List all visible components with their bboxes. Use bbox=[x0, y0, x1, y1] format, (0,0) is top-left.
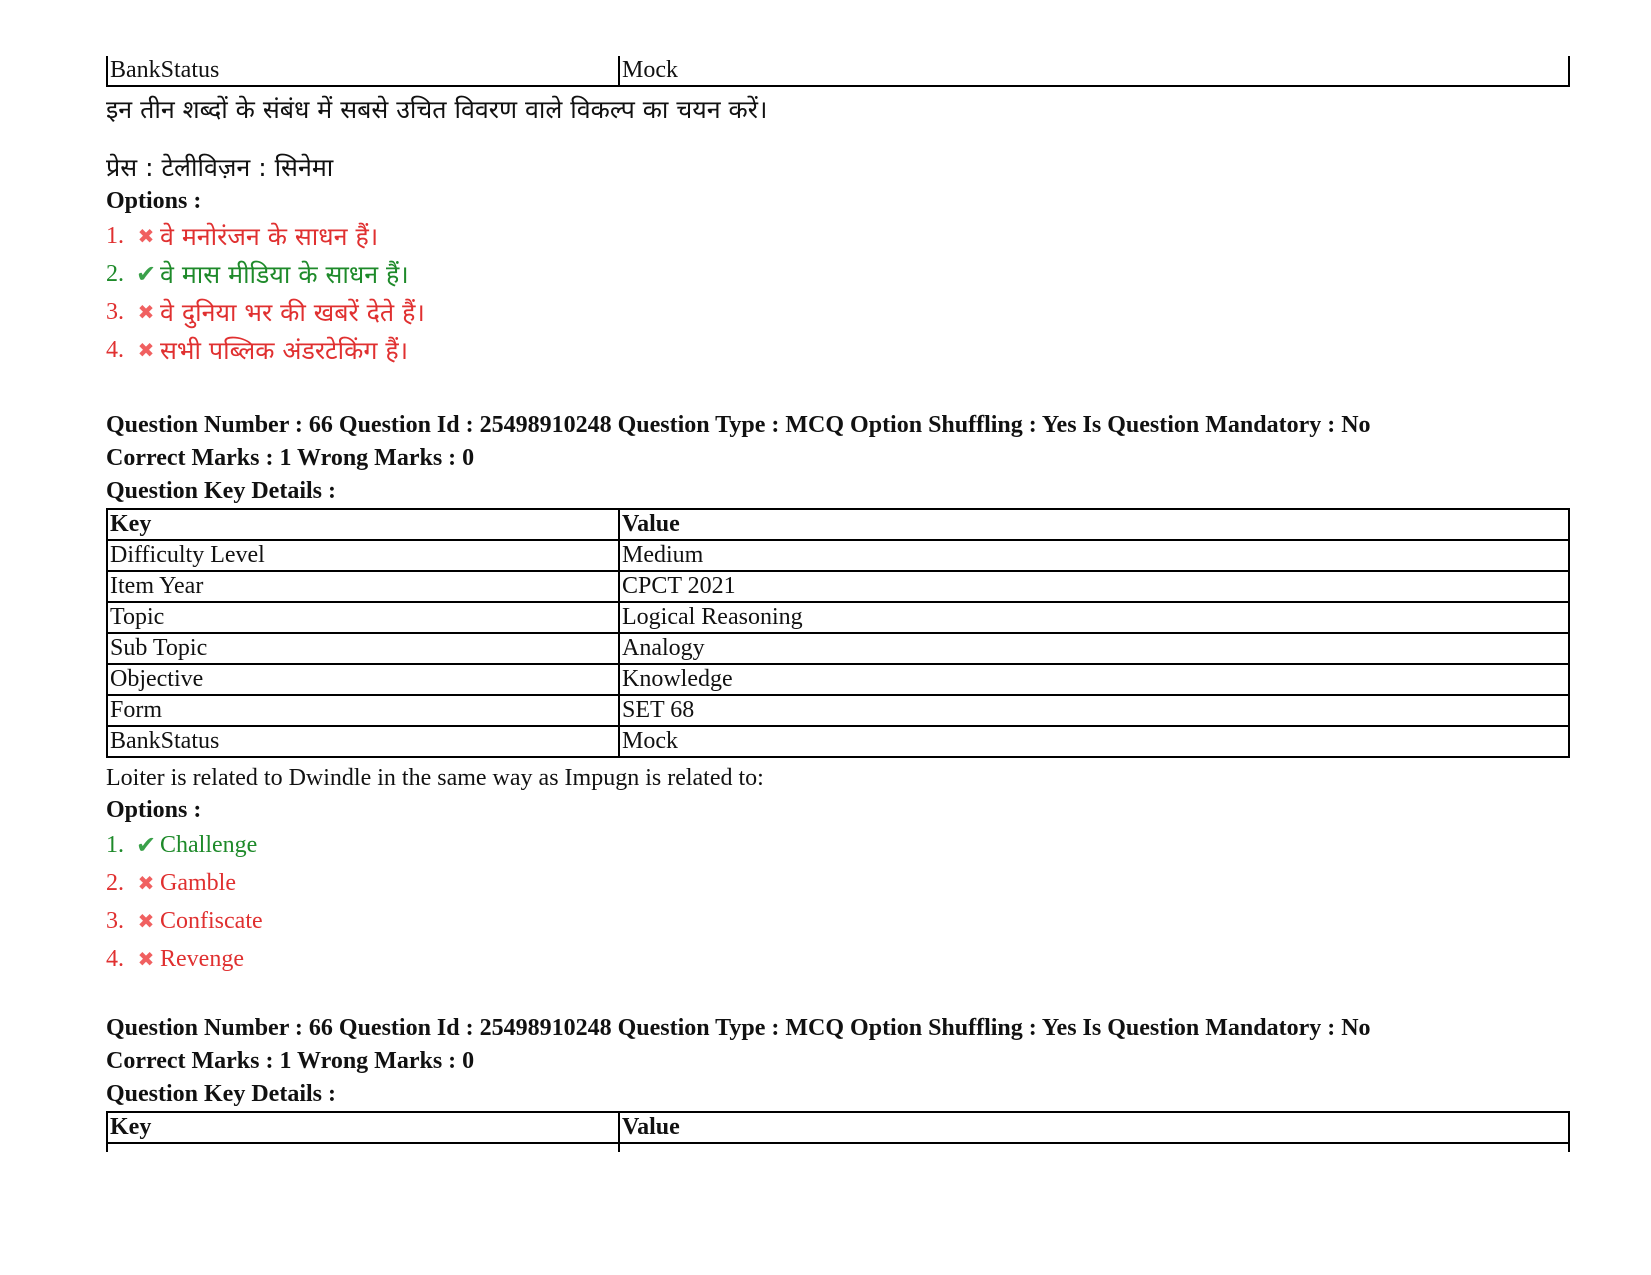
option-item bbox=[106, 902, 1570, 940]
option-item bbox=[106, 331, 1570, 369]
table-cell-key bbox=[107, 1143, 619, 1152]
table-cell-value bbox=[619, 1143, 1569, 1152]
check-icon: ✔ bbox=[135, 261, 157, 288]
table-row bbox=[107, 571, 1569, 602]
option-number: 1. bbox=[106, 222, 124, 249]
question-65-options bbox=[106, 217, 1570, 369]
option-number: 3. bbox=[106, 298, 124, 325]
table-cell-value: SET 68 bbox=[619, 695, 1569, 726]
table-row bbox=[107, 602, 1569, 633]
table-row bbox=[107, 726, 1569, 757]
cross-icon: ✖ bbox=[137, 948, 155, 971]
table-cell-value: Knowledge bbox=[619, 664, 1569, 695]
table-cell-value: Medium bbox=[619, 540, 1569, 571]
cross-icon: ✖ bbox=[137, 910, 155, 933]
question-67-header: Question Number : 66 Question Id : 25498910248 Question Type : MCQ Option Shuffling : Yes Is Question Mandatory : No bbox=[106, 1015, 1371, 1041]
table-header-row bbox=[107, 509, 1569, 540]
check-icon: ✔ bbox=[135, 832, 157, 859]
cross-icon: ✖ bbox=[137, 301, 155, 324]
table-cell-key: Topic bbox=[107, 602, 619, 633]
table-header-value: Value bbox=[619, 509, 1569, 540]
table-cell-key: Difficulty Level bbox=[107, 540, 619, 571]
document-page bbox=[106, 56, 1570, 1152]
cross-icon: ✖ bbox=[137, 339, 155, 362]
cross-icon: ✖ bbox=[137, 225, 155, 248]
option-number: 2. bbox=[106, 869, 124, 896]
table-header-row bbox=[107, 1112, 1569, 1143]
prev-key-table bbox=[106, 56, 1570, 87]
option-number: 4. bbox=[106, 945, 124, 972]
option-item bbox=[106, 826, 1570, 864]
table-cell-key: Form bbox=[107, 695, 619, 726]
option-item bbox=[106, 940, 1570, 978]
question-66-key-table bbox=[106, 508, 1570, 758]
question-65-options-label: Options : bbox=[106, 188, 202, 214]
table-header-key: Key bbox=[107, 509, 619, 540]
table-cell-key: Objective bbox=[107, 664, 619, 695]
option-number: 1. bbox=[106, 831, 124, 858]
question-66-marks: Correct Marks : 1 Wrong Marks : 0 bbox=[106, 445, 475, 471]
table-row bbox=[107, 664, 1569, 695]
table-cell-key: BankStatus bbox=[107, 56, 619, 86]
option-text: वे मास मीडिया के साधन हैं। bbox=[160, 260, 409, 289]
table-cell-value: Logical Reasoning bbox=[619, 602, 1569, 633]
table-row bbox=[107, 695, 1569, 726]
option-text: वे मनोरंजन के साधन हैं। bbox=[160, 222, 379, 251]
question-66-options-label: Options : bbox=[106, 797, 202, 823]
table-header-key: Key bbox=[107, 1112, 619, 1143]
table-row bbox=[107, 540, 1569, 571]
option-item bbox=[106, 217, 1570, 255]
table-row bbox=[107, 633, 1569, 664]
table-row bbox=[107, 56, 1569, 86]
table-header-value: Value bbox=[619, 1112, 1569, 1143]
question-67-key-details-label: Question Key Details : bbox=[106, 1081, 336, 1107]
question-65-stem: इन तीन शब्दों के संबंध में सबसे उचित विवरण वाले विकल्प का चयन करें। bbox=[106, 95, 768, 124]
table-cell-value: CPCT 2021 bbox=[619, 571, 1569, 602]
option-item bbox=[106, 293, 1570, 331]
table-cell-value: Mock bbox=[619, 56, 1569, 86]
question-66-stem: Loiter is related to Dwindle in the same way as Impugn is related to: bbox=[106, 765, 764, 791]
table-cell-value: Analogy bbox=[619, 633, 1569, 664]
option-text: Confiscate bbox=[160, 907, 263, 934]
option-item bbox=[106, 864, 1570, 902]
option-text: Challenge bbox=[160, 831, 258, 858]
option-number: 2. bbox=[106, 260, 124, 287]
option-item bbox=[106, 255, 1570, 293]
question-66-key-details-label: Question Key Details : bbox=[106, 478, 336, 504]
option-text: Revenge bbox=[160, 945, 244, 972]
option-number: 3. bbox=[106, 907, 124, 934]
option-number: 4. bbox=[106, 336, 124, 363]
table-cell-key: BankStatus bbox=[107, 726, 619, 757]
option-text: वे दुनिया भर की खबरें देते हैं। bbox=[160, 298, 425, 327]
question-67-key-table bbox=[106, 1111, 1570, 1152]
question-67-marks: Correct Marks : 1 Wrong Marks : 0 bbox=[106, 1048, 475, 1074]
table-cell-value: Mock bbox=[619, 726, 1569, 757]
question-66-header: Question Number : 66 Question Id : 25498910248 Question Type : MCQ Option Shuffling : Yes Is Question Mandatory : No bbox=[106, 412, 1371, 438]
question-65-prompt: प्रेस : टेलीविज़न : सिनेमा bbox=[106, 153, 334, 182]
table-cell-key: Item Year bbox=[107, 571, 619, 602]
question-66-options bbox=[106, 826, 1570, 978]
table-cell-key: Sub Topic bbox=[107, 633, 619, 664]
option-text: सभी पब्लिक अंडरटेकिंग हैं। bbox=[160, 336, 409, 365]
table-row bbox=[107, 1143, 1569, 1152]
option-text: Gamble bbox=[160, 869, 236, 896]
cross-icon: ✖ bbox=[137, 872, 155, 895]
